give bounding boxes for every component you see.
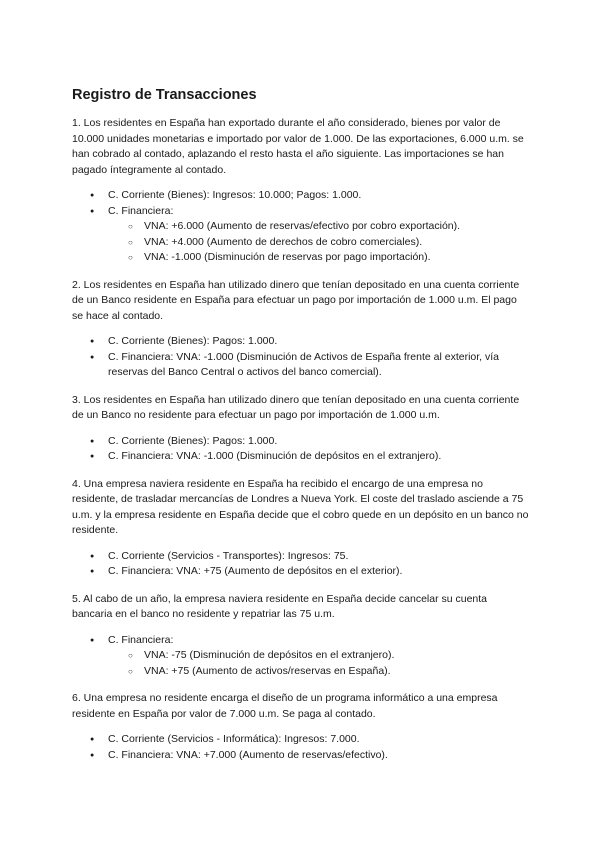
document-page	[72, 86, 530, 775]
transaction-3-text: 3. Los residentes en España han utilizado dinero que tenían depositado en una cuenta corriente de un Banco no residente para efectuar un pago por importación de 1.000 u.m.	[72, 393, 520, 421]
list-item: ● C. Corriente (Servicios - Transportes): Ingresos: 75.	[72, 549, 530, 565]
list-item	[72, 204, 530, 266]
list-item: ● C. Financiera: VNA: +75 (Aumento de depósitos en el exterior).	[72, 564, 530, 580]
transaction-5-sub-entries	[108, 648, 530, 679]
sub-list-item: ○ VNA: -1.000 (Disminución de reservas por pago importación).	[108, 250, 530, 266]
transaction-2-text: 2. Los residentes en España han utilizado dinero que tenían depositado en una cuenta corriente de un Banco residente en España para efectuar un pago por importación de 1.000 u.m. El pago se hace al contado.	[72, 278, 520, 322]
transaction-5-text: 5. Al cabo de un año, la empresa naviera residente en España decide cancelar su cuenta bancaria en el banco no residente y repatriar las 75 u.m.	[72, 592, 488, 620]
list-item-label: C. Financiera:	[108, 204, 174, 217]
transaction-5-entries	[72, 633, 530, 680]
list-item: ● C. Corriente (Bienes): Pagos: 1.000.	[72, 434, 530, 450]
transaction-1-text: 1. Los residentes en España han exportado durante el año considerado, bienes por valor de 10.000 unidades monetarias e importado por valor de 1.000. De las exportaciones, 6.000 u.m. se han cobrado al contado, aplazando el resto hasta el año siguiente. Las importaciones se han pagado íntegramente al contado.	[72, 117, 524, 176]
list-item	[72, 633, 530, 680]
sub-list-item: ○ VNA: +4.000 (Aumento de derechos de cobro comerciales).	[108, 235, 530, 251]
transaction-4-text: 4. Una empresa naviera residente en España ha recibido el encargo de una empresa no residente, de trasladar mercancías de Londres a Nueva York. El coste del traslado asciende a 75 u.m. y la empresa residente en España decide que el cobro quede en un depósito en un banco no residente.	[72, 477, 529, 536]
list-item: ● C. Financiera: VNA: -1.000 (Disminución de Activos de España frente al exterior, vía reservas del Banco Central o activos del banco comercial).	[72, 350, 530, 381]
sub-list-item: ○ VNA: +6.000 (Aumento de reservas/efectivo por cobro exportación).	[108, 219, 530, 235]
list-item: ● C. Corriente (Servicios - Informática): Ingresos: 7.000.	[72, 732, 530, 748]
transaction-6-entries	[72, 732, 530, 763]
list-item: ● C. Financiera: VNA: -1.000 (Disminución de depósitos en el extranjero).	[72, 449, 530, 465]
transaction-3-entries	[72, 434, 530, 465]
sub-list-item: ○ VNA: +75 (Aumento de activos/reservas en España).	[108, 664, 530, 680]
transaction-1-sub-entries	[108, 219, 530, 266]
list-item: ● C. Financiera: VNA: +7.000 (Aumento de reservas/efectivo).	[72, 748, 530, 764]
list-item-label: C. Financiera:	[108, 633, 174, 646]
sub-list-item: ○ VNA: -75 (Disminución de depósitos en el extranjero).	[108, 648, 530, 664]
list-item: ● C. Corriente (Bienes): Ingresos: 10.000; Pagos: 1.000.	[72, 188, 530, 204]
transaction-2-entries	[72, 334, 530, 381]
list-item: ● C. Corriente (Bienes): Pagos: 1.000.	[72, 334, 530, 350]
transaction-6-text: 6. Una empresa no residente encarga el diseño de un programa informático a una empresa residente en España por valor de 7.000 u.m. Se paga al contado.	[72, 692, 498, 720]
transaction-4-entries	[72, 549, 530, 580]
document-title: Registro de Transacciones	[72, 87, 257, 103]
transaction-1-entries	[72, 188, 530, 266]
